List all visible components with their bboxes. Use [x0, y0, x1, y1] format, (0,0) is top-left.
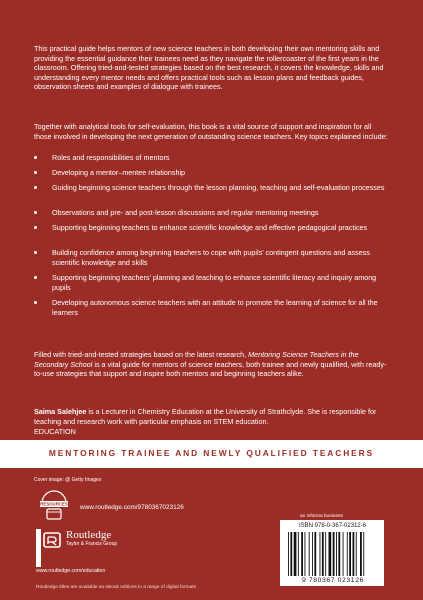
bullet-icon	[34, 276, 37, 279]
bullet-icon	[34, 171, 37, 174]
publisher-url: www.routledge.com/education	[36, 568, 106, 574]
svg-text:RESOURCES: RESOURCES	[40, 501, 68, 507]
ebook-note: Routledge titles are available as eBook editions in a range of digital formats	[36, 585, 196, 590]
list-item-text: Guiding beginning science teachers through the lesson planning, teaching and self-evaluation processes	[52, 183, 385, 192]
author-bio	[34, 407, 390, 426]
bullet-icon	[34, 186, 37, 189]
intro-paragraph: This practical guide helps mentors of new science teachers in both developing their own mentoring skills and providing the essential guidance their trainees need as they navigate the rollercoaster of the first years in the classroom. Offering tried-and-tested strategies based on the best research, it covers the knowledge, skills and understanding every mentor needs and offers practical tools such as lesson plans and feedback guides, observation sheets and examples of dialogue with trainees.	[34, 44, 384, 92]
list-item-text: Supporting beginning teachers to enhance scientific knowledge and effective pedagogical practices	[52, 223, 368, 232]
resources-url: www.routledge.com/9780367023126	[80, 504, 184, 511]
list-item-text: Roles and responsibilities of mentors	[52, 153, 170, 162]
isbn: ISBN 978-0-367-02312-6	[299, 523, 367, 529]
bullet-icon	[34, 226, 37, 229]
closing-paragraph	[34, 350, 390, 379]
author-bio-text: is a Lecturer in Chemistry Education at the University of Strathclyde. She is responsible for teaching and research work with particular emphasis on STEM education.	[34, 407, 377, 426]
routledge-logo-icon	[36, 529, 62, 567]
series-banner	[0, 440, 423, 468]
series-title: MENTORING TRAINEE AND NEWLY QUALIFIED TEACHERS	[48, 448, 375, 458]
closing-text: is a vital guide for mentors of science teachers, both trainee and newly qualified, with ready-to-use strategies that support and inspire both mentors and beginning teachers alike.	[34, 359, 387, 379]
resources-badge-icon	[38, 490, 70, 522]
bullet-icon	[34, 251, 37, 254]
barcode-box	[280, 520, 384, 586]
topics-lead-paragraph: Together with analytical tools for self-evaluation, this book is a vital source of support and inspiration for all those involved in developing the next generation of outstanding science teachers. Key topics explained include:	[34, 122, 388, 141]
book-title: Mentoring Science Teachers in the Secondary School	[34, 350, 359, 369]
informa-business-tag: an informa business	[300, 514, 343, 519]
closing-text: Filled with tried-and-tested strategies based on the latest research,	[34, 350, 249, 359]
publisher-name: Routledge	[66, 529, 112, 541]
publisher-group: Taylor & Francis Group	[66, 541, 118, 547]
bullet-icon	[34, 211, 37, 214]
list-item-text: Developing autonomous science teachers with an attitude to promote the learning of science for all the learners	[52, 298, 378, 317]
barcode-icon	[284, 532, 382, 578]
subject-category: EDUCATION	[34, 427, 76, 436]
list-item-text: Developing a mentor–mentee relationship	[52, 168, 186, 177]
bullet-icon	[34, 301, 37, 304]
list-item-text: Building confidence among beginning teachers to cope with pupils’ contingent questions and assess scientific knowledge and skills	[52, 248, 370, 267]
list-item-text: Observations and pre- and post-lesson discussions and regular mentoring meetings	[52, 208, 319, 217]
list-item-text: Supporting beginning teachers’ planning and teaching to enhance scientific literacy and inquiry among pupils	[52, 273, 377, 292]
barcode-number: 9 780367 023126	[302, 577, 364, 584]
cover-image-credit: Cover image: @ Getty Images	[34, 477, 102, 483]
author-name: Saima Salehjee	[34, 407, 87, 416]
bullet-icon	[34, 156, 37, 159]
